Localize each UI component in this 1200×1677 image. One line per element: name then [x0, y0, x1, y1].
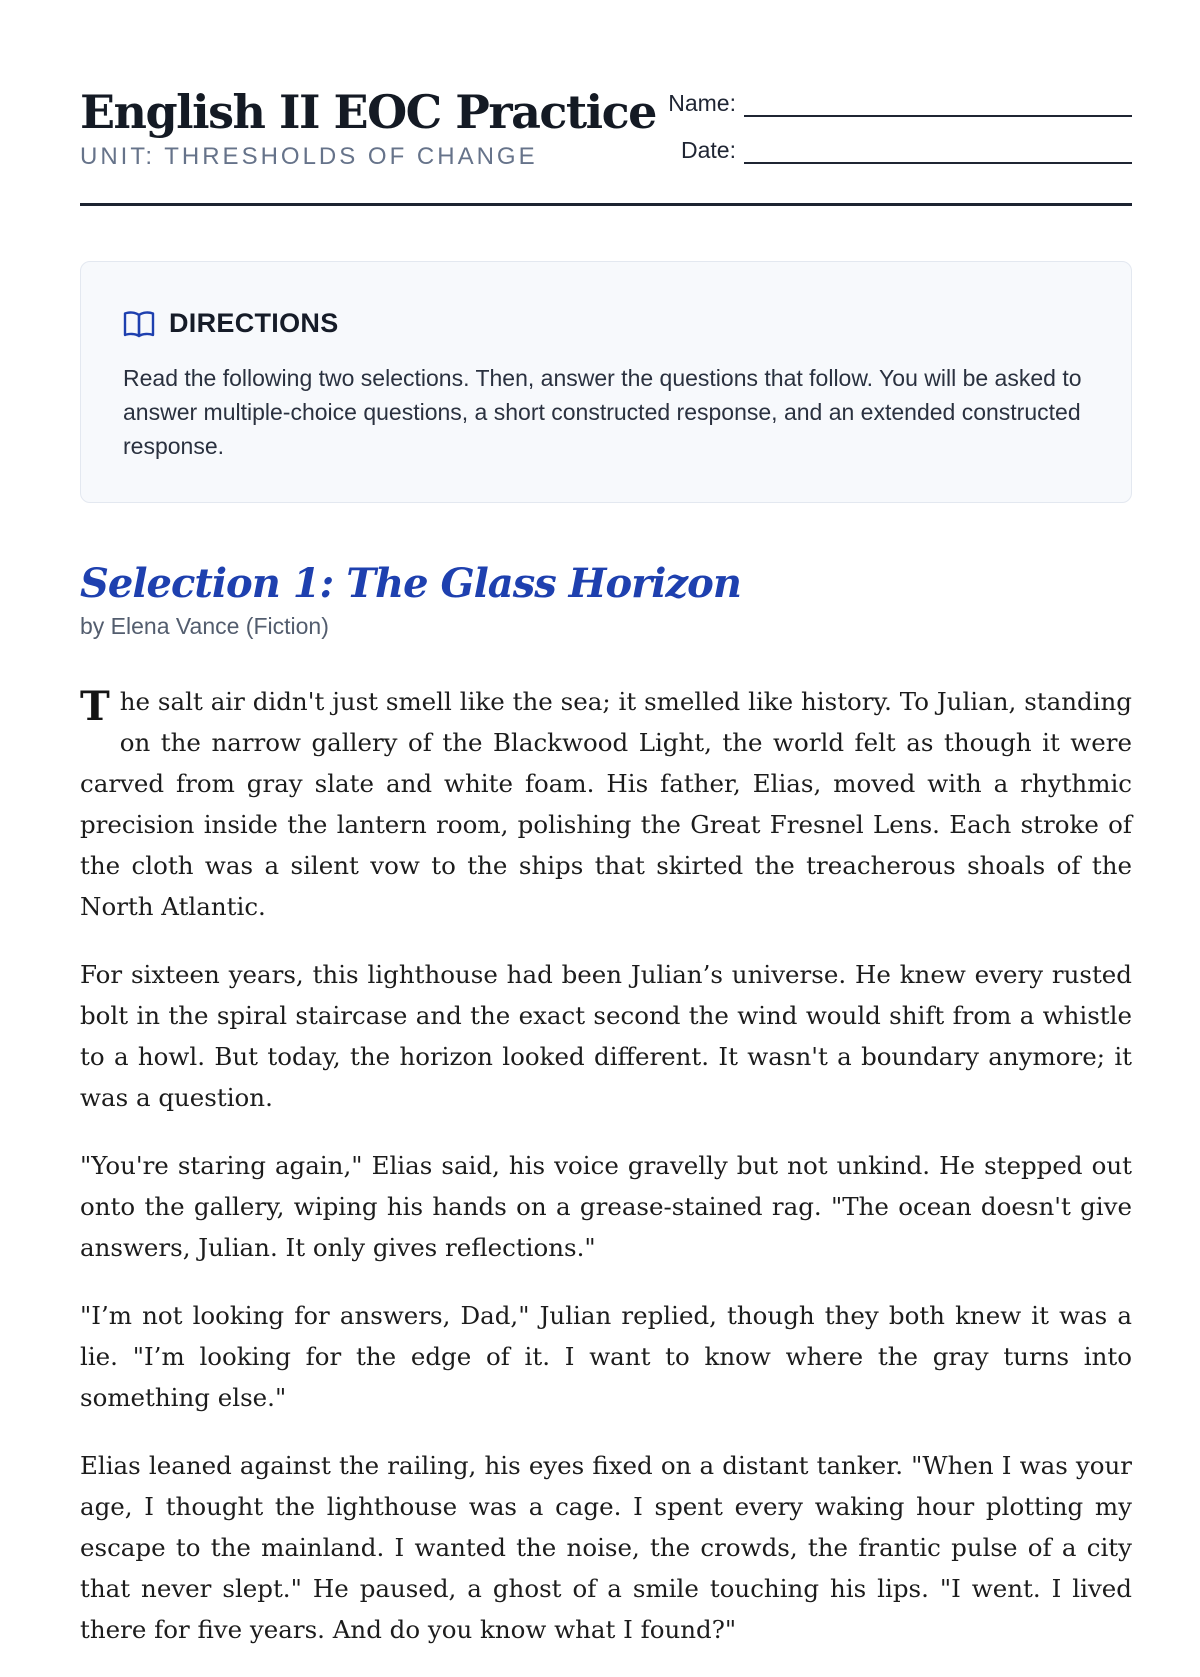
paragraph-5: Elias leaned against the railing, his eyes fixed on a distant tanker. "When I was your age, I thought the lighthouse was a cage. I spent every waking hour plotting my escape to the mainland. I wanted the noise, the crowds, the frantic pulse of a city that never slept." He paused, a ghost of a smile touching his lips. "I went. I lived there for five years. And do you know what I found?" [80, 1451, 1132, 1644]
date-field[interactable] [656, 136, 1132, 164]
selection-byline: by Elena Vance (Fiction) [80, 613, 329, 639]
worksheet-page [80, 0, 1132, 1644]
date-label: Date: [681, 137, 736, 163]
paragraph-4: "I’m not looking for answers, Dad," Julian replied, though they both knew it was a lie. "I’m looking for the edge of it. I want to know where the gray turns into something else." [80, 1301, 1132, 1412]
name-field[interactable] [656, 89, 1132, 117]
unit-subtitle: UNIT: THRESHOLDS OF CHANGE [80, 143, 538, 170]
worksheet-header [80, 0, 1132, 206]
name-input-line[interactable] [744, 89, 1132, 117]
book-open-icon [123, 310, 155, 338]
directions-heading: DIRECTIONS [169, 308, 339, 338]
drop-cap: T [80, 683, 110, 730]
date-input-line[interactable] [744, 136, 1132, 164]
selection-title: Selection 1: The Glass Horizon [80, 560, 741, 607]
paragraph-1-text: he salt air didn't just smell like the sea; it smelled like history. To Julian, standing on the narrow gallery of the Blackwood Light, the world felt as though it were carved from gray slate and white foam. His father, Elias, moved with a rhythmic precision inside the lantern room, polishing the Great Fresnel Lens. Each stroke of the cloth was a silent vow to the ships that skirted the treacherous shoals of the North Atlantic. [80, 687, 1132, 921]
name-label: Name: [668, 90, 736, 116]
selection-body [80, 681, 1132, 1677]
directions-heading-row [123, 308, 339, 339]
directions-panel [80, 261, 1132, 503]
paragraph-2: For sixteen years, this lighthouse had been Julian’s universe. He knew every rusted bolt in the spiral staircase and the exact second the wind would shift from a whistle to a howl. But today, the horizon looked different. It wasn't a boundary anymore; it was a question. [80, 960, 1132, 1112]
paragraph-3: "You're staring again," Elias said, his voice gravelly but not unkind. He stepped out onto the gallery, wiping his hands on a grease-stained rag. "The ocean doesn't give answers, Julian. It only gives reflections." [80, 1151, 1132, 1262]
page-title: English II EOC Practice [80, 85, 656, 139]
directions-text: Read the following two selections. Then, answer the questions that follow. You will be asked to answer multiple-choice questions, a short constructed response, and an extended constructed response. [123, 365, 1082, 459]
paragraph-1 [80, 681, 1132, 927]
